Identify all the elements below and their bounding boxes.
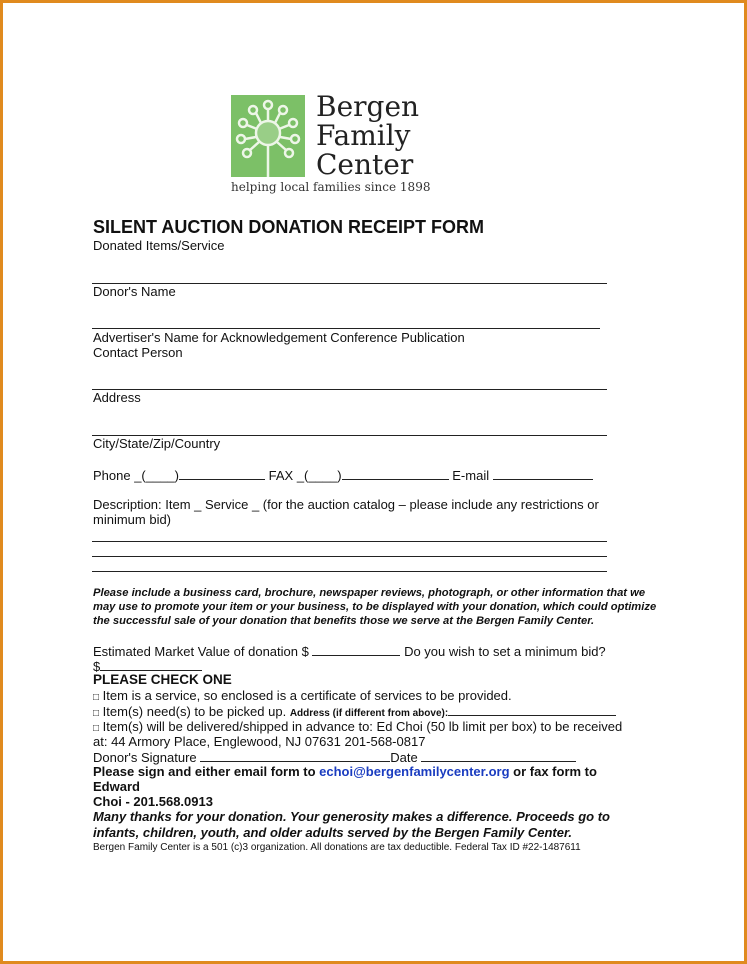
donor-name-label: Donor's Name [93, 284, 176, 299]
contact-row [93, 467, 593, 483]
description-label: Description: Item _ Service _ (for the auction catalog – please include any restrictions or [93, 497, 599, 512]
logo-tagline: helping local families since 1898 [231, 180, 431, 194]
date-label: Date [390, 750, 418, 765]
donor-name-field[interactable] [92, 328, 600, 329]
city-label: City/State/Zip/Country [93, 436, 221, 451]
pickup-address-label: Address (if different from above): [289, 708, 449, 719]
min-bid-field[interactable] [100, 658, 202, 671]
contact-person-label: Contact Person [93, 345, 183, 360]
phone-label: Phone _(____) [93, 468, 180, 483]
signature-field[interactable] [200, 749, 390, 762]
thanks-line: infants, children, youth, and older adults served by the Bergen Family Center. [93, 825, 572, 840]
sign-name: Edward [93, 779, 140, 794]
email-link[interactable]: echoi@bergenfamilycenter.org [319, 764, 510, 779]
option-label: Item(s) need(s) to be picked up. [102, 704, 287, 719]
check-heading: PLEASE CHECK ONE [93, 672, 232, 687]
form-title: SILENT AUCTION DONATION RECEIPT FORM [93, 217, 484, 237]
checkbox-icon[interactable]: □ [93, 708, 100, 719]
checkbox-icon[interactable]: □ [93, 723, 100, 734]
advertiser-label: Advertiser's Name for Acknowledgement Conference Publication [93, 330, 465, 345]
description-field[interactable] [92, 541, 607, 542]
checkbox-icon[interactable]: □ [93, 692, 100, 703]
sign-text: Please sign and either email form to [93, 764, 316, 779]
date-field[interactable] [421, 749, 576, 762]
ship-address: at: 44 Armory Place, Englewood, NJ 07631 201-568-0817 [93, 734, 426, 749]
tree-logo-icon [231, 95, 305, 177]
estimated-value-row [93, 643, 606, 659]
pickup-address-field[interactable] [448, 703, 616, 716]
donated-items-label: Donated Items/Service [93, 238, 225, 253]
contact-person-field[interactable] [92, 389, 607, 390]
logo-line: Family [316, 119, 411, 152]
promo-note: Please include a business card, brochure, newspaper reviews, photograph, or other information that we may use to promote your item or your business, to be displayed with your donation, which could optimize the successful sale of your donation that benefits those we serve at the Bergen Family Center. [93, 587, 657, 627]
logo-wordmark [316, 92, 419, 179]
option-label: Item is a service, so enclosed is a certificate of services to be provided. [102, 688, 512, 703]
email-label: E-mail [452, 468, 490, 483]
signature-row [93, 749, 576, 765]
estimated-value-label: Estimated Market Value of donation $ [93, 644, 309, 659]
dollar-sign: $ [93, 659, 101, 674]
description-label-cont: minimum bid) [93, 512, 172, 527]
address-label: Address [93, 390, 141, 405]
sign-instructions [93, 764, 597, 779]
phone-field[interactable] [179, 467, 265, 480]
estimated-value-field[interactable] [312, 643, 400, 656]
sign-text: or fax form to [513, 764, 597, 779]
thanks-line: Many thanks for your donation. Your generosity makes a difference. Proceeds go to [93, 809, 610, 824]
logo-line: Center [316, 148, 414, 181]
fax-label: FAX _(____) [268, 468, 342, 483]
footer-note: Bergen Family Center is a 501 (c)3 organization. All donations are tax deductible. Federal Tax ID #22-1487611 [93, 842, 581, 853]
sign-fax: Choi - 201.568.0913 [93, 794, 213, 809]
fax-field[interactable] [342, 467, 449, 480]
signature-label: Donor's Signature [93, 750, 197, 765]
option-label: Item(s) will be delivered/shipped in advance to: Ed Choi (50 lb limit per box) to be received [102, 719, 623, 734]
email-field[interactable] [493, 467, 593, 480]
logo-line: Bergen [316, 90, 420, 123]
min-bid-label: Do you wish to set a minimum bid? [404, 644, 606, 659]
description-field[interactable] [92, 556, 607, 557]
description-field[interactable] [92, 571, 607, 572]
